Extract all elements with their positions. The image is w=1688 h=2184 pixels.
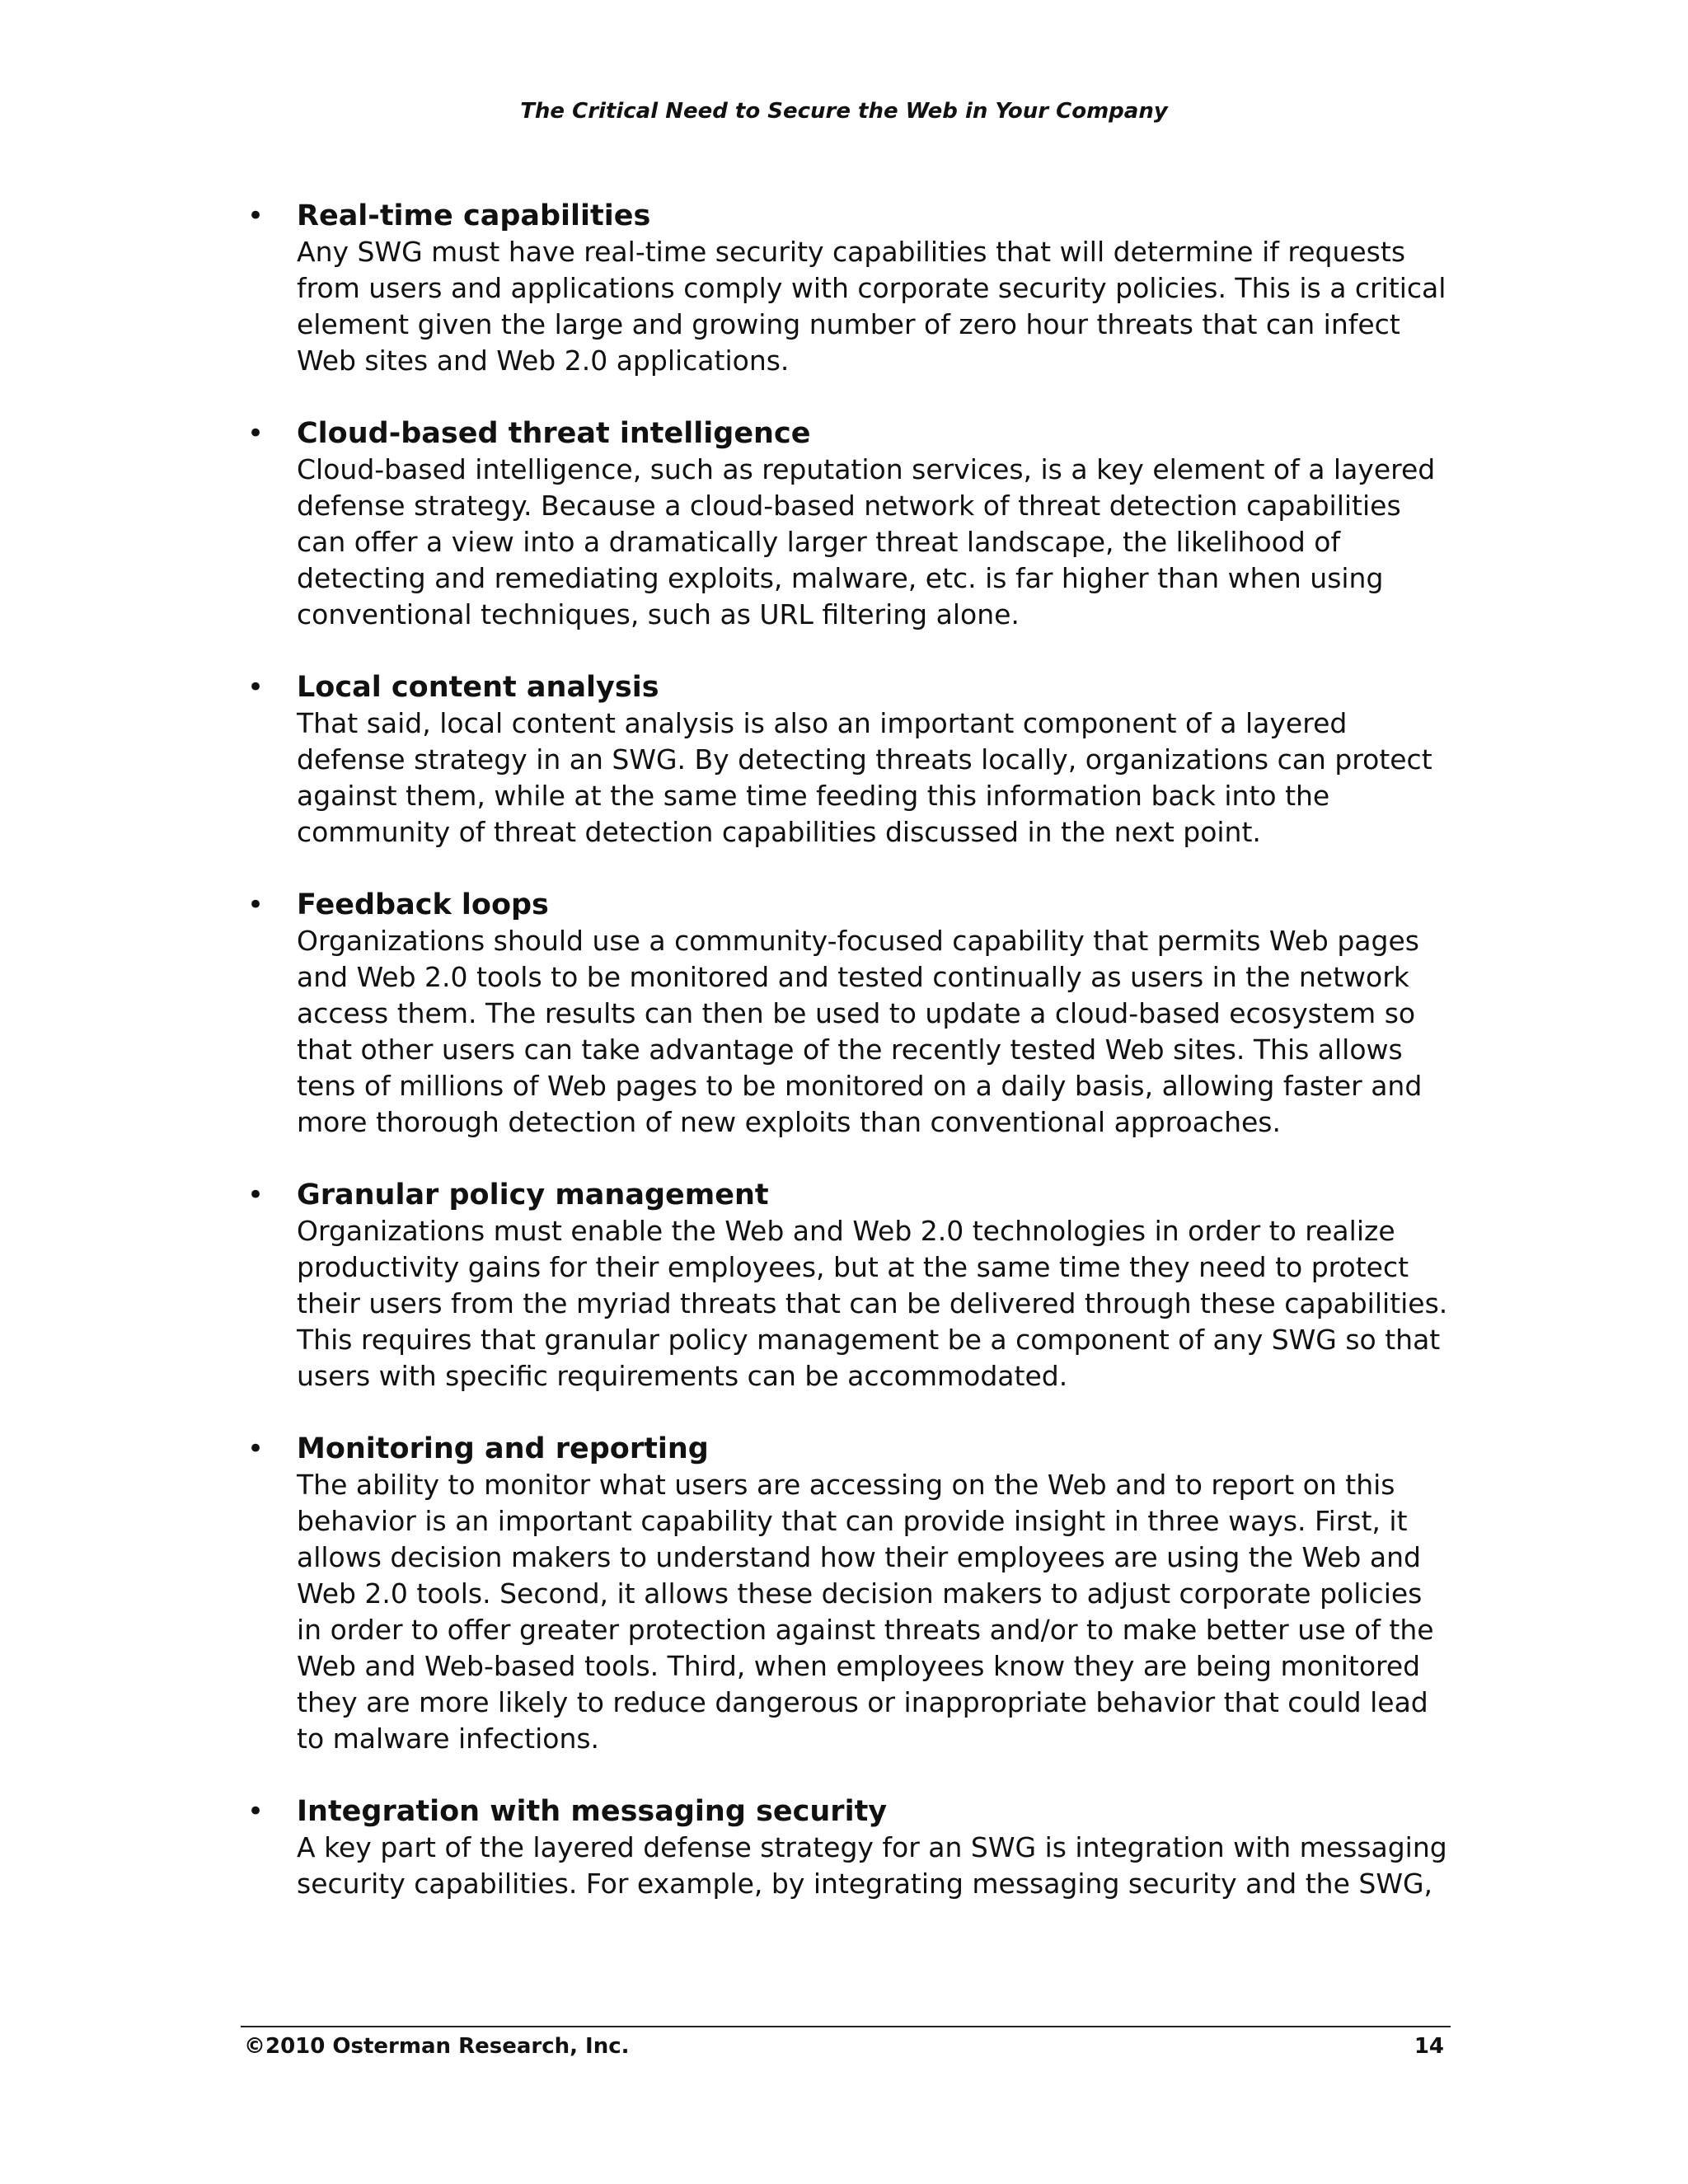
item-body: A key part of the layered defense strategy for an SWG is integration with messaging security capabilities. For example, by integrating messaging security and the SWG, [297, 1831, 1447, 1900]
item-body: Cloud-based intelligence, such as reputation services, is a key element of a layered defense strategy. Because a cloud-based network of threat detection capabilities can offer a view into a dramatically larger threat landscape, the likelihood of detecting and remediating exploits, malware, etc. is far higher than when using conventional techniques, such as URL filtering alone. [297, 453, 1436, 630]
bullet-marker: • [247, 1432, 265, 1465]
bullet-item-cloud-intelligence [247, 415, 1451, 633]
bullet-marker: • [247, 888, 265, 921]
bullet-marker: • [247, 1795, 265, 1828]
item-body: Organizations must enable the Web and Web 2.0 technologies in order to realize productivity gains for their employees, but at the same time they need to protect their users from the myriad threats that can be delivered through these capabilities. This requires that granular policy management be a component of any SWG so that users with specific requirements can be accommodated. [297, 1215, 1448, 1392]
page-number: 14 [1414, 2034, 1444, 2059]
bullet-item-local-analysis [247, 669, 1451, 851]
item-heading: Cloud-based threat intelligence [297, 417, 811, 450]
bullet-marker: • [247, 199, 265, 232]
bullet-marker: • [247, 671, 265, 704]
item-body: That said, local content analysis is also an important component of a layered defense strategy in an SWG. By detecting threats locally, organizations can protect against them, while at the same time feeding this information back into the community of threat detection capabilities discussed in the next point. [297, 707, 1432, 848]
footer-rule [241, 2026, 1451, 2027]
item-heading: Integration with messaging security [297, 1795, 888, 1828]
bullet-item-monitoring [247, 1431, 1451, 1757]
item-heading: Feedback loops [297, 888, 549, 921]
item-heading: Local content analysis [297, 671, 659, 704]
bullet-item-messaging-security [247, 1793, 1451, 1902]
bullet-item-feedback-loops [247, 887, 1451, 1141]
item-heading: Monitoring and reporting [297, 1432, 709, 1465]
bullet-marker: • [247, 1179, 265, 1212]
document-body [247, 198, 1451, 1938]
running-header: The Critical Need to Secure the Web in Your Company [520, 99, 1168, 124]
bullet-item-realtime [247, 198, 1451, 379]
item-body: Any SWG must have real-time security capabilities that will determine if requests from users and applications comply with corporate security policies. This is a critical element given the large and growing number of zero hour threats that can infect Web sites and Web 2.0 applications. [297, 236, 1447, 377]
bullet-item-policy-management [247, 1177, 1451, 1394]
footer-copyright: ©2010 Osterman Research, Inc. [244, 2034, 630, 2059]
item-body: The ability to monitor what users are accessing on the Web and to report on this behavior is an important capability that can provide insight in three ways. First, it allows decision makers to understand how their employees are using the Web and Web 2.0 tools. Second, it allows these decision makers to adjust corporate policies in order to offer greater protection against threats and/or to make better use of the Web and Web-based tools. Third, when employees know they are being monitored they are more likely to reduce dangerous or inappropriate behavior that could lead to malware infections. [297, 1469, 1434, 1755]
bullet-marker: • [247, 417, 265, 450]
item-heading: Granular policy management [297, 1179, 769, 1212]
item-heading: Real-time capabilities [297, 199, 651, 232]
item-body: Organizations should use a community-focused capability that permits Web pages and Web 2.0 tools to be monitored and tested continually as users in the network access them. The results can then be used to update a cloud-based ecosystem so that other users can take advantage of the recently tested Web sites. This allows tens of millions of Web pages to be monitored on a daily basis, allowing faster and more thorough detection of new exploits than conventional approaches. [297, 925, 1423, 1138]
